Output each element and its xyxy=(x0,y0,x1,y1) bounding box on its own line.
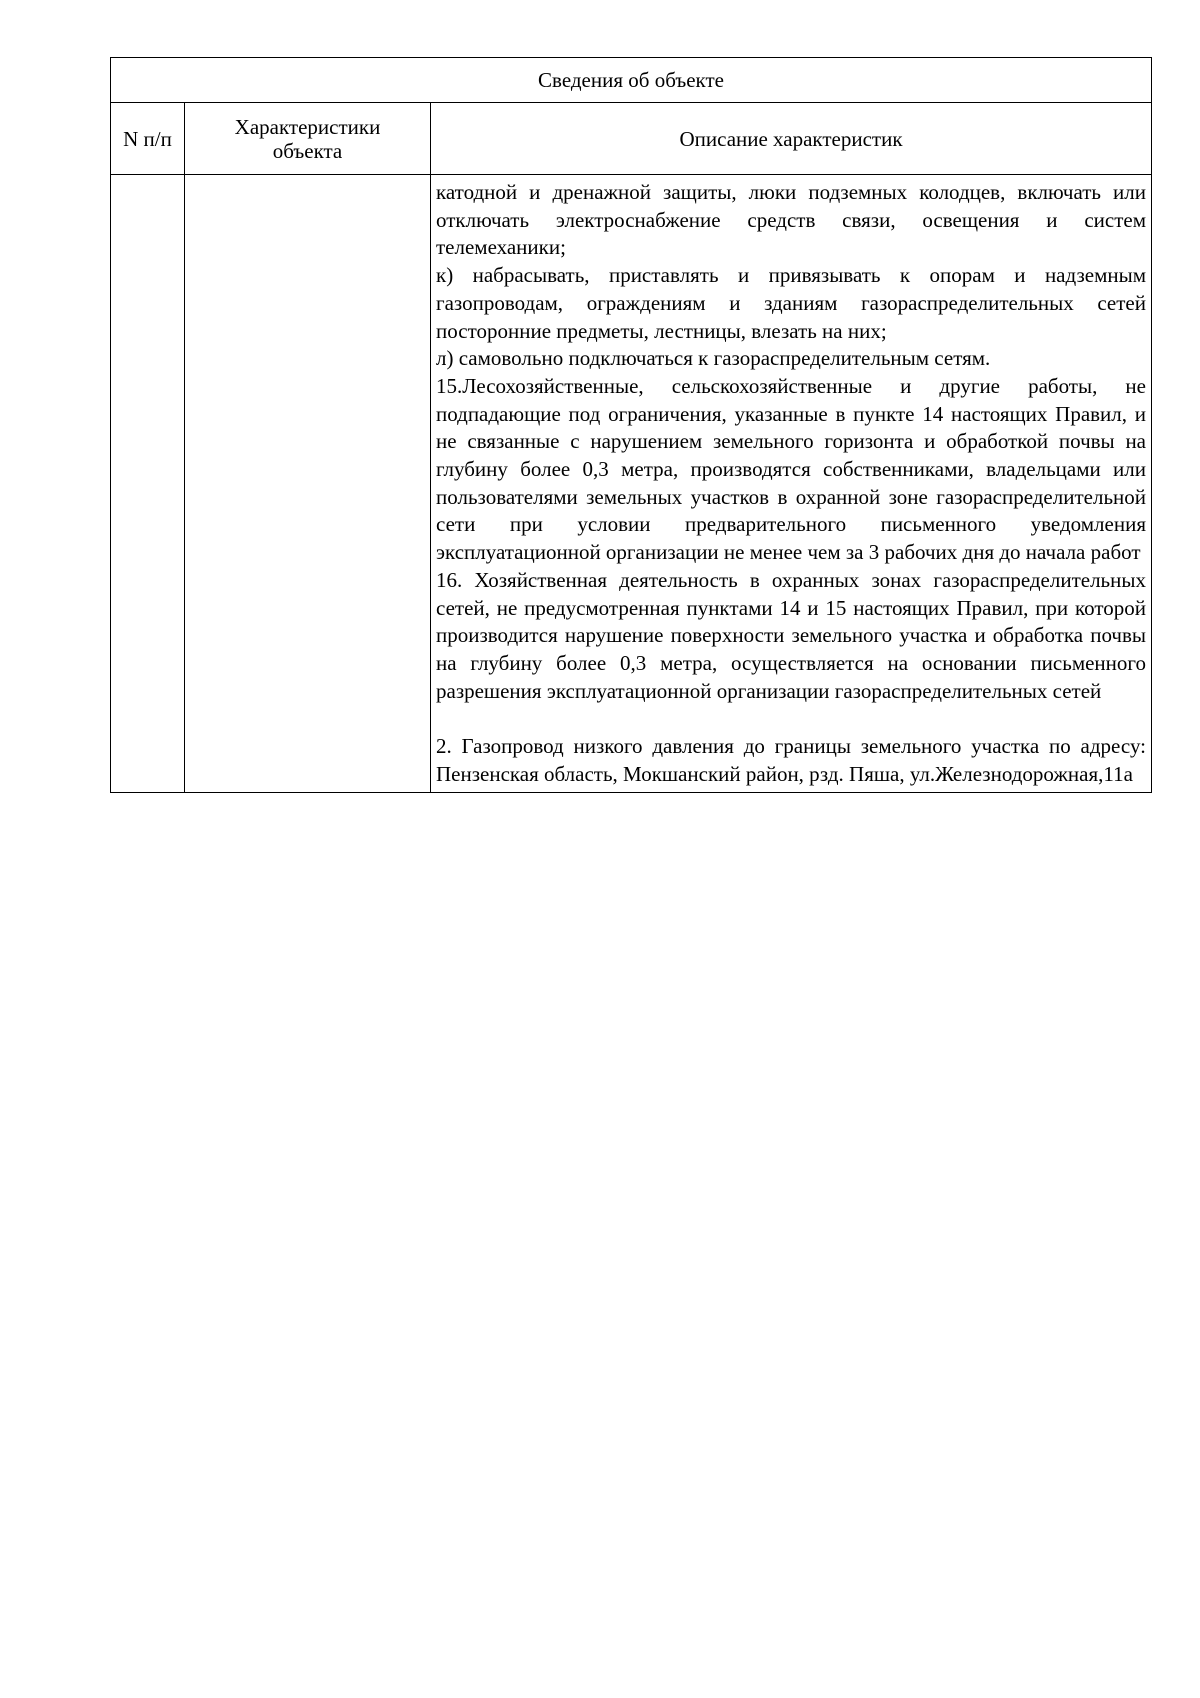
table-header-row xyxy=(111,103,1152,175)
paragraph-spacer xyxy=(436,705,1146,733)
header-characteristics: Характеристики объекта xyxy=(185,103,431,175)
header-description: Описание характеристик xyxy=(431,103,1152,175)
table-title: Сведения об объекте xyxy=(111,58,1152,103)
object-info-table xyxy=(110,57,1152,793)
row-description-cell xyxy=(431,175,1152,793)
row-num-cell xyxy=(111,175,185,793)
description-paragraph: к) набрасывать, приставлять и привязывать к опорам и надземным газопроводам, ограждениям и зданиям газораспределительных сетей посторонние предметы, лестницы, влезать на них; xyxy=(436,263,1146,343)
description-paragraph: л) самовольно подключаться к газораспределительным сетям. xyxy=(436,346,991,371)
table-title-row xyxy=(111,58,1152,103)
header-num: N п/п xyxy=(111,103,185,175)
row-characteristics-cell xyxy=(185,175,431,793)
description-paragraph: 2. Газопровод низкого давления до границы земельного участка по адресу: Пензенская область, Мокшанский район, рзд. Пяша, ул.Железнодорожная,11а xyxy=(436,734,1146,786)
description-paragraph: 16. Хозяйственная деятельность в охранных зонах газораспределительных сетей, не предусмотренная пунктами 14 и 15 настоящих Правил, при которой производится нарушение поверхности земельного участка и обработка почвы на глубину более 0,3 метра, осуществляется на основании письменного разрешения эксплуатационной организации газораспределительных сетей xyxy=(436,567,1146,703)
table-row xyxy=(111,175,1152,793)
description-paragraph: 15.Лесохозяйственные, сельскохозяйственные и другие работы, не подпадающие под ограничения, указанные в пункте 14 настоящих Правил, и не связанные с нарушением земельного горизонта и обработкой почвы на глубину более 0,3 метра, производятся собственниками, владельцами или пользователями земельных участков в охранной зоне газораспределительной сети при условии предварительного письменного уведомления эксплуатационной организации не менее чем за 3 рабочих дня до начала работ xyxy=(436,373,1146,565)
description-paragraph: катодной и дренажной защиты, люки подземных колодцев, включать или отключать электроснабжение средств связи, освещения и систем телемеханики; xyxy=(436,180,1146,260)
